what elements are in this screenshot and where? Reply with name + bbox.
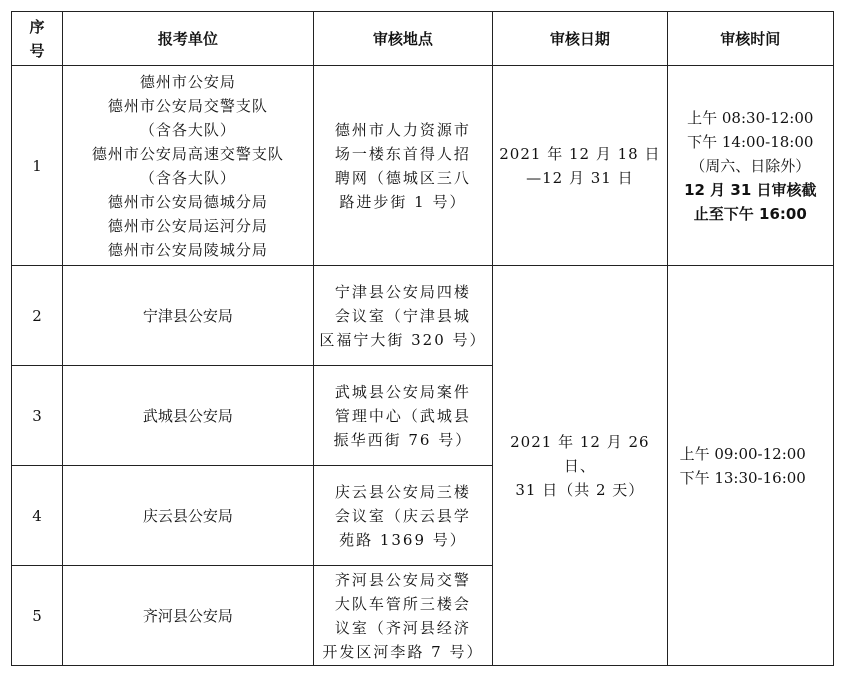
location-line: 聘网（德城区三八	[334, 168, 471, 187]
date-cell	[493, 66, 667, 266]
seq-cell: 4	[12, 466, 63, 566]
header-date: 审核日期	[493, 12, 667, 66]
seq-cell: 3	[12, 366, 63, 466]
location-line: 路进步街 1 号）	[339, 192, 467, 211]
unit-cell: 齐河县公安局	[63, 566, 314, 666]
location-line: 场一楼东首得人招	[334, 144, 471, 163]
time-line: 上午 09:00-12:00	[679, 444, 806, 463]
time-line: 上午 08:30-12:00	[687, 108, 814, 127]
location-line: 振华西街 76 号）	[333, 430, 473, 449]
table-row	[12, 266, 834, 366]
date-line: 2021 年 12 月 18 日	[499, 144, 661, 163]
deadline-note: 12 月 31 日审核截	[684, 180, 817, 199]
time-cell	[667, 66, 833, 266]
location-line: 大队车管所三楼会	[334, 594, 471, 613]
seq-cell: 2	[12, 266, 63, 366]
location-line: 区福宁大街 320 号）	[319, 330, 487, 349]
location-cell	[313, 566, 492, 666]
location-line: 议室（齐河县经济	[334, 618, 471, 637]
location-line: 会议室（宁津县城	[334, 306, 471, 325]
location-line: 庆云县公安局三楼	[334, 482, 471, 501]
time-line: 下午 14:00-18:00	[687, 132, 814, 151]
date-line: 31 日（共 2 天）	[515, 480, 645, 499]
date-line: —12 月 31 日	[526, 168, 634, 187]
unit-cell	[63, 66, 314, 266]
unit-line: 德州市公安局交警支队	[107, 96, 268, 115]
header-seq-line-1: 序	[29, 17, 45, 36]
location-line: 宁津县公安局四楼	[334, 282, 471, 301]
unit-cell: 武城县公安局	[63, 366, 314, 466]
time-line: 下午 13:30-16:00	[679, 468, 806, 487]
unit-line: 德州市公安局	[139, 72, 236, 91]
unit-cell: 宁津县公安局	[63, 266, 314, 366]
unit-line: （含各大队）	[139, 120, 236, 139]
header-seq-line-2: 号	[29, 41, 45, 60]
group-date-cell	[493, 266, 667, 666]
location-line: 德州市人力资源市	[334, 120, 471, 139]
header-row	[12, 12, 834, 66]
date-line: 2021 年 12 月 26 日、	[510, 432, 650, 475]
header-time: 审核时间	[667, 12, 833, 66]
deadline-note: 止至下午 16:00	[693, 204, 807, 223]
header-seq	[12, 12, 63, 66]
group-time-cell	[667, 266, 833, 666]
location-line: 管理中心（武城县	[334, 406, 471, 425]
header-unit: 报考单位	[63, 12, 314, 66]
location-cell	[313, 466, 492, 566]
header-location: 审核地点	[313, 12, 492, 66]
location-line: 苑路 1369 号）	[339, 530, 467, 549]
unit-line: 德州市公安局运河分局	[107, 216, 268, 235]
location-line: 开发区河李路 7 号）	[322, 642, 484, 661]
seq-cell: 1	[12, 66, 63, 266]
time-line: （周六、日除外）	[690, 156, 811, 175]
location-line: 会议室（庆云县学	[334, 506, 471, 525]
table-row	[12, 66, 834, 266]
location-line: 齐河县公安局交警	[334, 570, 471, 589]
location-cell	[313, 66, 492, 266]
unit-line: （含各大队）	[139, 168, 236, 187]
seq-cell: 5	[12, 566, 63, 666]
unit-line: 德州市公安局高速交警支队	[91, 144, 284, 163]
review-schedule-table	[11, 11, 834, 666]
location-cell	[313, 266, 492, 366]
location-cell	[313, 366, 492, 466]
location-line: 武城县公安局案件	[334, 382, 471, 401]
unit-line: 德州市公安局陵城分局	[107, 240, 268, 259]
unit-line: 德州市公安局德城分局	[107, 192, 268, 211]
unit-cell: 庆云县公安局	[63, 466, 314, 566]
